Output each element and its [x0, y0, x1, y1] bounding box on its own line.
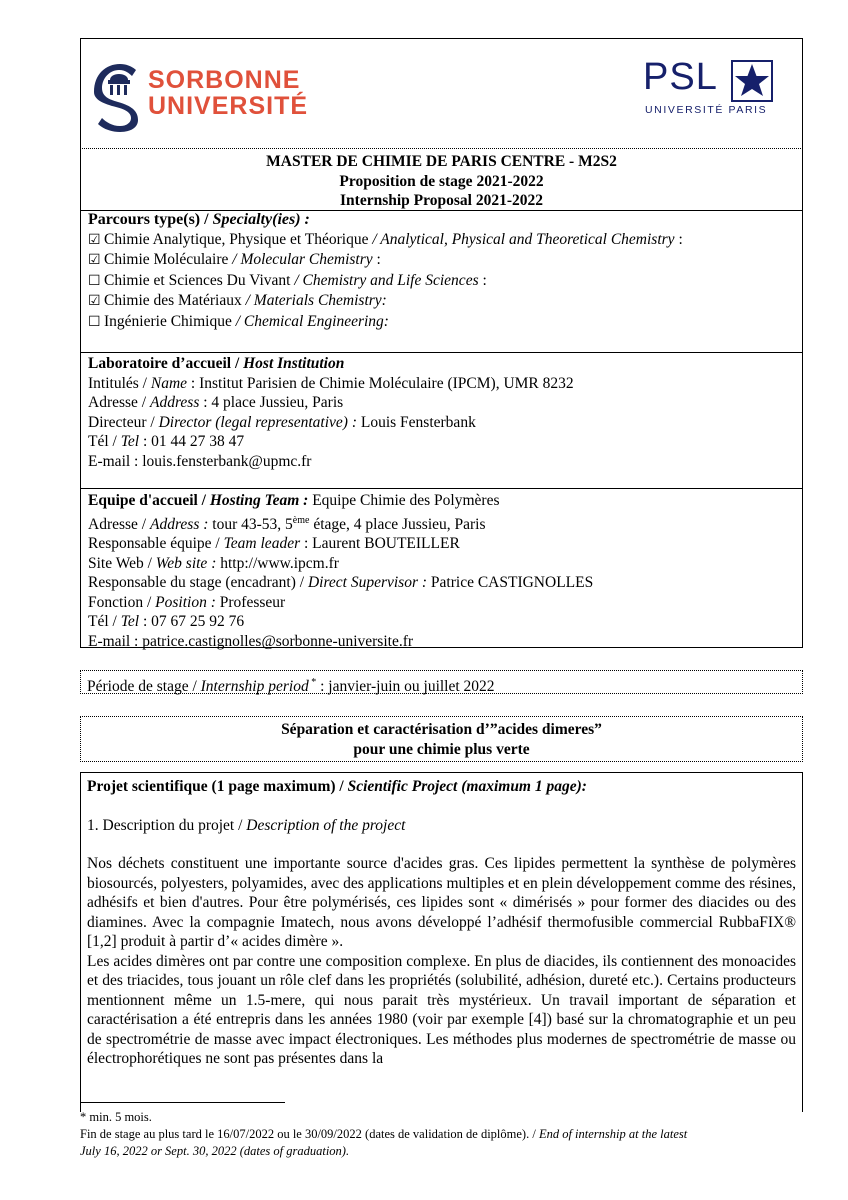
- unchecked-box-icon[interactable]: ☐: [88, 314, 101, 330]
- team-section: [88, 491, 798, 651]
- header-subtitle-en: Internship Proposal 2021-2022: [340, 192, 543, 209]
- team-address: Adresse / Address : tour 43-53, 5ème étage, 4 place Jussieu, Paris: [88, 514, 486, 533]
- project-box: [80, 772, 803, 1112]
- specialty-item: [88, 250, 798, 271]
- specialty-label-fr: Chimie des Matériaux: [104, 292, 242, 309]
- lab-name: Intitulés / Name : Institut Parisien de Chimie Moléculaire (IPCM), UMR 8232: [88, 374, 574, 392]
- checked-box-icon[interactable]: ☑: [88, 232, 101, 248]
- specialties-section: [88, 210, 798, 332]
- header: [80, 152, 803, 211]
- checked-box-icon[interactable]: ☑: [88, 253, 101, 268]
- logo-divider: [80, 148, 803, 149]
- specialty-label-end: :: [478, 271, 487, 289]
- lab-director: Directeur / Director (legal representative) : Louis Fensterbank: [88, 413, 476, 431]
- team-position: Fonction / Position : Professeur: [88, 593, 286, 611]
- specialty-label-fr: Chimie Moléculaire: [104, 251, 229, 268]
- footnote-end-en: July 16, 2022 or Sept. 30, 2022 (dates of graduation).: [80, 1144, 350, 1158]
- specialty-label-en: / Materials Chemistry:: [241, 292, 387, 309]
- team-website: Site Web / Web site : http://www.ipcm.fr: [88, 554, 339, 572]
- lab-title: Laboratoire d’accueil / Host Institution: [88, 355, 345, 372]
- project-title-line1: Séparation et caractérisation d’”acides dimeres”: [281, 721, 602, 738]
- project-section-title: 1. Description du projet / Description of the project: [87, 816, 406, 834]
- team-leader: Responsable équipe / Team leader : Laurent BOUTEILLER: [88, 535, 460, 553]
- lab-section: [88, 354, 798, 471]
- unchecked-box-icon[interactable]: ☐: [88, 273, 101, 289]
- period-text: Période de stage / Internship period * : janvier-juin ou juillet 2022: [87, 677, 495, 696]
- project-title-box: [80, 716, 803, 762]
- specialty-item: [88, 230, 798, 251]
- psl-wordmark: PSL: [643, 56, 718, 98]
- specialties-divider: [80, 352, 803, 353]
- specialty-label-en: / Analytical, Physical and Theoretical Chemistry: [368, 230, 675, 248]
- psl-subtitle: UNIVERSITÉ PARIS: [645, 104, 768, 116]
- specialty-label-fr: Chimie Analytique, Physique et Théorique: [104, 230, 369, 248]
- project-paragraph-1: Nos déchets constituent une importante source d'acides gras. Ces lipides permettent la synthèse de polymères biosourcés, polyesters, polyamides, avec des applications multiples et en plein développement comme des résines, adhésifs et bien d'autres. Pour être polymérisés, ces lipides sont « dimérisés » pour former des diacides ou des diamines. Avec la compagnie Imatech, nous avons développé l’adhésif thermofusible commercial RubbaFIX® [1,2] produit à partir d’« acides dimère ».: [87, 855, 796, 950]
- header-subtitle-fr: Proposition de stage 2021-2022: [339, 172, 544, 190]
- specialty-item: [88, 271, 798, 292]
- specialty-label-fr: Ingénierie Chimique: [104, 312, 232, 330]
- lab-email: E-mail : louis.fensterbank@upmc.fr: [88, 452, 312, 470]
- team-tel: Tél / Tel : 07 67 25 92 76: [88, 613, 245, 631]
- project-title-line2: pour une chimie plus verte: [353, 740, 530, 758]
- footnote-rule: [80, 1102, 285, 1103]
- psl-logo: [643, 58, 783, 122]
- period-box: [80, 670, 803, 694]
- psl-star-icon: [729, 58, 775, 104]
- project-paragraph-2: Les acides dimères ont par contre une composition complexe. En plus de diacides, ils contiennent des monoacides et des triacides, tous jouant un rôle clef dans les propriétés (solubilité, adhésion, dureté etc.). Certains producteurs mentionnent même un 1.5-mere, qui nous parait très mystérieux. Un travail important de séparation et caractérisation a été entrepris dans les années 1980 (voir par exemple [4]) basé sur la chromatographie et un peu de spectrométrie de masse avec impact électroniques. Les méthodes plus modernes de spectrométrie de masse ou électrophorétiques ne sont pas présentes dans la: [87, 952, 796, 1067]
- specialties-list: [88, 230, 798, 333]
- specialty-label-en: / Chemistry and Life Sciences: [290, 271, 479, 289]
- specialty-label-fr: Chimie et Sciences Du Vivant: [104, 271, 291, 289]
- footnote-min: * min. 5 mois.: [80, 1110, 152, 1124]
- team-title: Equipe d'accueil / Hosting Team : Equipe Chimie des Polymères: [88, 492, 500, 509]
- project-heading: Projet scientifique (1 page maximum) / Scientific Project (maximum 1 page):: [87, 778, 587, 795]
- specialty-label-en: / Molecular Chemistry: [228, 251, 373, 268]
- header-title: MASTER DE CHIMIE DE PARIS CENTRE - M2S2: [266, 153, 617, 170]
- team-supervisor: Responsable du stage (encadrant) / Direct Supervisor : Patrice CASTIGNOLLES: [88, 574, 594, 592]
- footnote-end-fr: Fin de stage au plus tard le 16/07/2022 ou le 30/09/2022 (dates de validation de diplôme). / End of internship at the latest: [80, 1127, 688, 1141]
- specialty-item: [88, 291, 798, 312]
- specialty-label-end: :: [372, 251, 381, 268]
- sorbonne-wordmark-line2: UNIVERSITÉ: [148, 92, 309, 120]
- team-email: E-mail : patrice.castignolles@sorbonne-universite.fr: [88, 632, 414, 650]
- specialties-title: Parcours type(s) / Specialty(ies) :: [88, 211, 310, 228]
- checked-box-icon[interactable]: ☑: [88, 294, 101, 309]
- lab-address: Adresse / Address : 4 place Jussieu, Paris: [88, 394, 344, 411]
- specialty-label-en: / Chemical Engineering:: [231, 312, 389, 330]
- lab-divider: [80, 488, 803, 489]
- sorbonne-logo: [86, 52, 309, 132]
- specialty-label-end: :: [674, 230, 683, 248]
- sorbonne-wordmark-line1: SORBONNE: [148, 66, 301, 94]
- lab-tel: Tél / Tel : 01 44 27 38 47: [88, 433, 245, 450]
- specialty-item: [88, 312, 798, 333]
